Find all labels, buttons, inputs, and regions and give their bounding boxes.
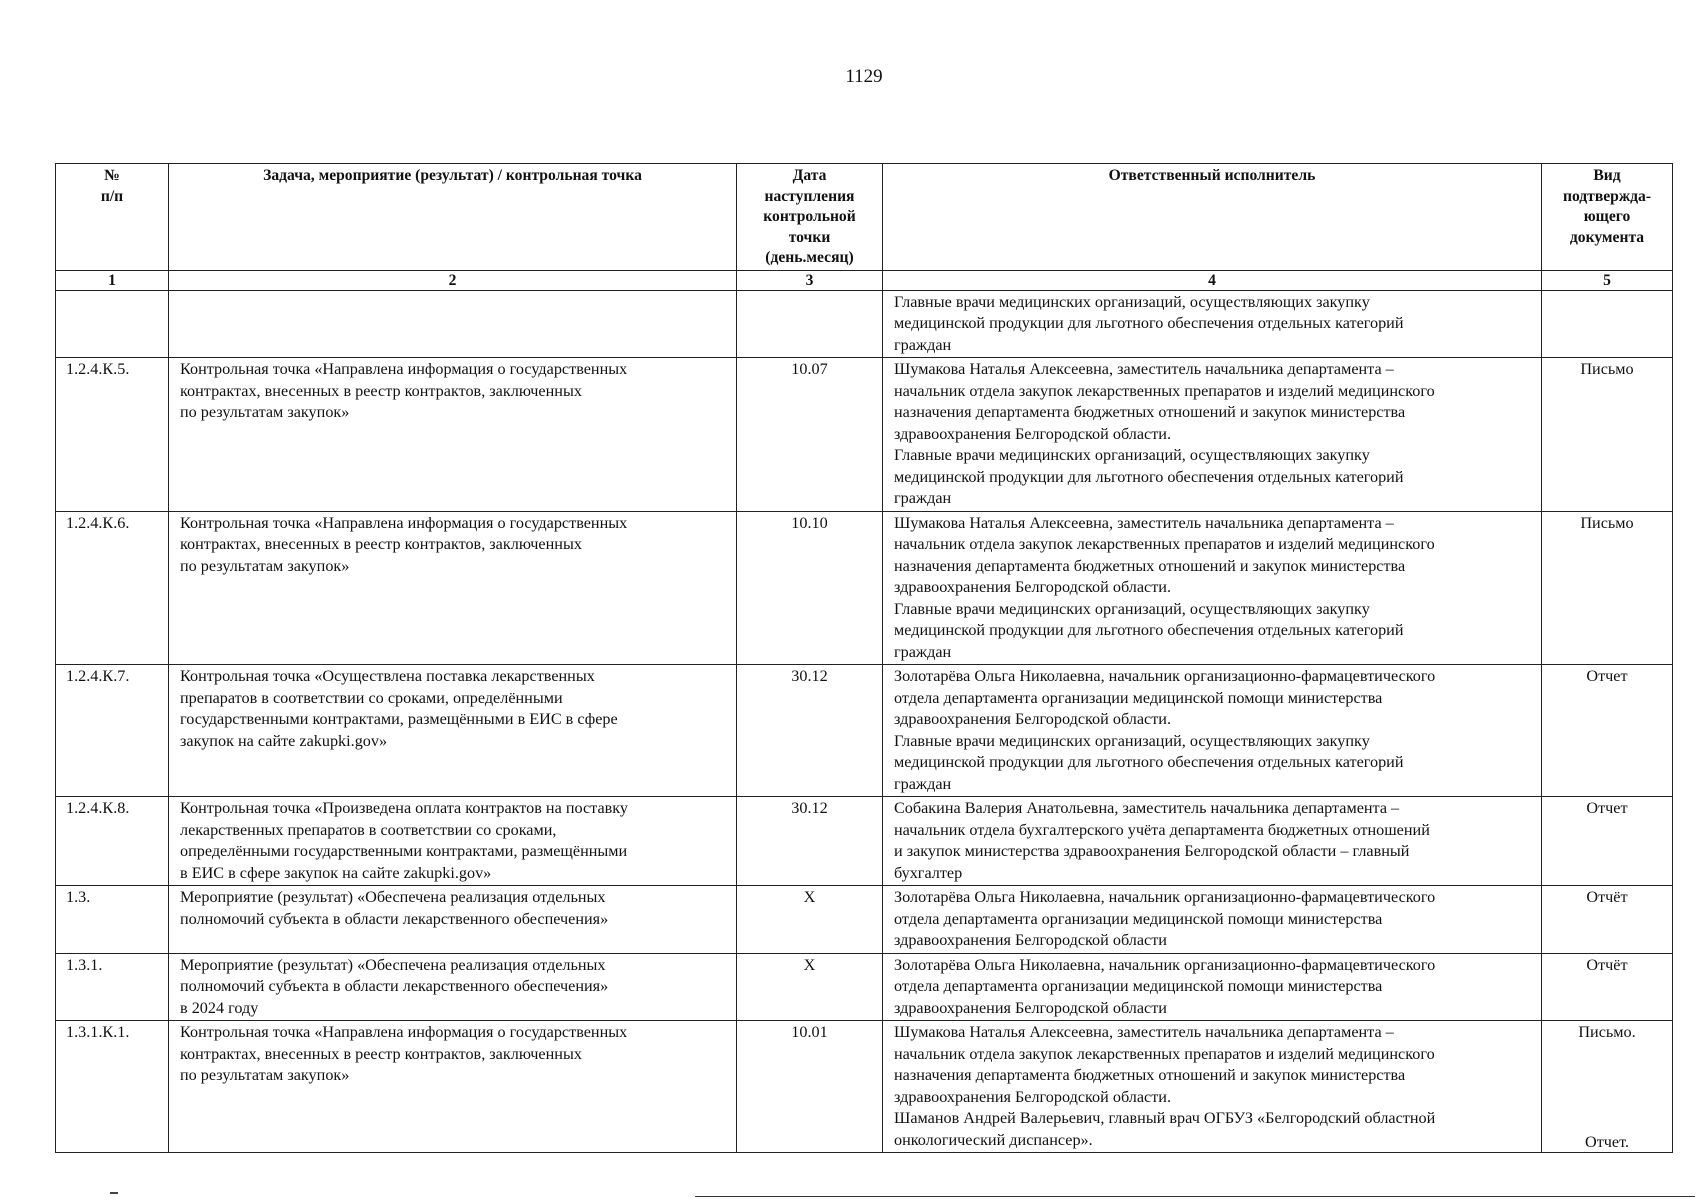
task-line: Контрольная точка «Произведена оплата контрактов на поставку [180, 799, 628, 818]
responsible-line: начальник отдела закупок лекарственных препаратов и изделий медицинского [894, 1044, 1435, 1063]
row-document-type: Письмо [1542, 511, 1673, 665]
task-line: определёнными государственными контрактами, размещёнными [180, 842, 628, 861]
row-document-type: Письмо [1542, 358, 1673, 512]
responsible-line: медицинской продукции для льготного обеспечения отдельных категорий [894, 753, 1404, 772]
task-line: закупок на сайте zakupki.gov» [180, 731, 388, 750]
row-number: 1.3. [56, 886, 169, 954]
task-line: контрактах, внесенных в реестр контрактов, заключенных [180, 1044, 582, 1063]
task-line: контрактах, внесенных в реестр контрактов, заключенных [180, 381, 582, 400]
scan-mark [110, 1192, 118, 1200]
responsible-line: здравоохранения Белгородской области [894, 998, 1167, 1017]
responsible-line: Главные врачи медицинских организаций, осуществляющих закупку [894, 292, 1370, 311]
responsible-line: Золотарёва Ольга Николаевна, начальник организационно-фармацевтического [894, 955, 1436, 974]
row-task [169, 797, 737, 886]
responsible-line: медицинской продукции для льготного обеспечения отдельных категорий [894, 621, 1404, 640]
row-task [169, 886, 737, 954]
row-responsible [883, 665, 1542, 797]
table-body [56, 290, 1673, 1153]
task-line: в ЕИС в сфере закупок на сайте zakupki.gov» [180, 863, 492, 882]
row-document-type: Отчёт [1542, 886, 1673, 954]
task-line: в 2024 году [180, 998, 259, 1017]
task-line: полномочий субъекта в области лекарственного обеспечения» [180, 909, 609, 928]
row-task [169, 1021, 737, 1153]
responsible-line: Золотарёва Ольга Николаевна, начальник организационно-фармацевтического [894, 888, 1436, 907]
row-date [737, 290, 883, 358]
document-type-primary: Письмо. [1578, 1023, 1636, 1042]
responsible-line: Золотарёва Ольга Николаевна, начальник организационно-фармацевтического [894, 667, 1436, 686]
row-number: 1.2.4.К.7. [56, 665, 169, 797]
header-date: Дата наступления контрольной точки (день.месяц) [737, 164, 883, 271]
row-task [169, 358, 737, 512]
row-date: 10.01 [737, 1021, 883, 1153]
responsible-line: Главные врачи медицинских организаций, осуществляющих закупку [894, 731, 1370, 750]
row-number [56, 290, 169, 358]
row-date: 30.12 [737, 665, 883, 797]
responsible-line: граждан [894, 642, 952, 661]
responsible-line: граждан [894, 489, 952, 508]
row-date: 10.07 [737, 358, 883, 512]
row-date: Х [737, 886, 883, 954]
task-line: государственными контрактами, размещёнными в ЕИС в сфере [180, 710, 618, 729]
header-task: Задача, мероприятие (результат) / контрольная точка [169, 164, 737, 271]
row-document-type: Отчет [1542, 797, 1673, 886]
header-document-type: Вид подтвержда- ющего документа [1542, 164, 1673, 271]
task-line: по результатам закупок» [180, 556, 350, 575]
task-line: Мероприятие (результат) «Обеспечена реализация отдельных [180, 955, 606, 974]
responsible-line: Собакина Валерия Анатольевна, заместитель начальника департамента – [894, 799, 1400, 818]
responsible-line: здравоохранения Белгородской области. [894, 710, 1172, 729]
task-line: препаратов в соответствии со сроками, определёнными [180, 688, 563, 707]
responsible-line: здравоохранения Белгородской области. [894, 424, 1172, 443]
task-line: лекарственных препаратов в соответствии со сроками, [180, 820, 557, 839]
column-number: 4 [883, 270, 1542, 290]
responsible-line: Главные врачи медицинских организаций, осуществляющих закупку [894, 446, 1370, 465]
responsible-line: Главные врачи медицинских организаций, осуществляющих закупку [894, 599, 1370, 618]
task-line: Мероприятие (результат) «Обеспечена реализация отдельных [180, 888, 606, 907]
table-header-row [56, 164, 1673, 271]
page-number: 1129 [845, 66, 883, 87]
row-task [169, 290, 737, 358]
responsible-line: начальник отдела закупок лекарственных препаратов и изделий медицинского [894, 535, 1435, 554]
table-row [56, 886, 1673, 954]
responsible-line: отдела департамента организации медицинской помощи министерства [894, 909, 1383, 928]
row-number: 1.3.1. [56, 953, 169, 1021]
task-line: по результатам закупок» [180, 403, 350, 422]
responsible-line: и закупок министерства здравоохранения Белгородской области – главный [894, 842, 1410, 861]
responsible-line: граждан [894, 335, 952, 354]
row-document-type [1542, 1021, 1673, 1153]
table-row [56, 290, 1673, 358]
responsible-line: назначения департамента бюджетных отношений и закупок министерства [894, 1066, 1406, 1085]
responsible-line: здравоохранения Белгородской области. [894, 578, 1172, 597]
task-line: Контрольная точка «Осуществлена поставка лекарственных [180, 667, 595, 686]
responsible-line: начальник отдела закупок лекарственных препаратов и изделий медицинского [894, 381, 1435, 400]
control-points-table [55, 163, 1673, 1153]
row-number: 1.2.4.К.8. [56, 797, 169, 886]
row-document-type: Отчёт [1542, 953, 1673, 1021]
column-number: 1 [56, 270, 169, 290]
row-date: 30.12 [737, 797, 883, 886]
responsible-line: здравоохранения Белгородской области. [894, 1087, 1172, 1106]
responsible-line: Шумакова Наталья Алексеевна, заместитель начальника департамента – [894, 360, 1394, 379]
responsible-line: медицинской продукции для льготного обеспечения отдельных категорий [894, 314, 1404, 333]
row-task [169, 953, 737, 1021]
row-number: 1.2.4.К.6. [56, 511, 169, 665]
task-line: по результатам закупок» [180, 1066, 350, 1085]
row-document-type [1542, 290, 1673, 358]
column-numbers-row [56, 270, 1673, 290]
document-type-secondary: Отчет. [1585, 1132, 1629, 1151]
responsible-line: Шумакова Наталья Алексеевна, заместитель начальника департамента – [894, 1023, 1394, 1042]
responsible-line: Шаманов Андрей Валерьевич, главный врач ОГБУЗ «Белгородский областной [894, 1109, 1436, 1128]
header-responsible: Ответственный исполнитель [883, 164, 1542, 271]
task-line: Контрольная точка «Направлена информация о государственных [180, 1023, 628, 1042]
row-responsible [883, 511, 1542, 665]
table-row [56, 1021, 1673, 1153]
table-row [56, 511, 1673, 665]
row-responsible [883, 290, 1542, 358]
column-number: 2 [169, 270, 737, 290]
row-responsible [883, 953, 1542, 1021]
header-number: № п/п [56, 164, 169, 271]
row-responsible [883, 358, 1542, 512]
row-number: 1.3.1.К.1. [56, 1021, 169, 1153]
table-row [56, 665, 1673, 797]
row-document-type: Отчет [1542, 665, 1673, 797]
row-responsible [883, 797, 1542, 886]
task-line: полномочий субъекта в области лекарственного обеспечения» [180, 977, 609, 996]
responsible-line: здравоохранения Белгородской области [894, 931, 1167, 950]
responsible-line: назначения департамента бюджетных отношений и закупок министерства [894, 556, 1406, 575]
responsible-line: начальник отдела бухгалтерского учёта департамента бюджетных отношений [894, 820, 1430, 839]
column-number: 3 [737, 270, 883, 290]
row-task [169, 511, 737, 665]
row-responsible [883, 1021, 1542, 1153]
task-line: Контрольная точка «Направлена информация о государственных [180, 513, 628, 532]
responsible-line: онкологический диспансер». [894, 1130, 1093, 1149]
responsible-line: отдела департамента организации медицинской помощи министерства [894, 977, 1383, 996]
table-row [56, 358, 1673, 512]
footer-rule [695, 1196, 1695, 1197]
table-row [56, 953, 1673, 1021]
row-number: 1.2.4.К.5. [56, 358, 169, 512]
row-date: Х [737, 953, 883, 1021]
task-line: контрактах, внесенных в реестр контрактов, заключенных [180, 535, 582, 554]
responsible-line: назначения департамента бюджетных отношений и закупок министерства [894, 403, 1406, 422]
row-task [169, 665, 737, 797]
table-row [56, 797, 1673, 886]
column-number: 5 [1542, 270, 1673, 290]
responsible-line: бухгалтер [894, 863, 963, 882]
responsible-line: медицинской продукции для льготного обеспечения отдельных категорий [894, 467, 1404, 486]
responsible-line: отдела департамента организации медицинской помощи министерства [894, 688, 1383, 707]
responsible-line: Шумакова Наталья Алексеевна, заместитель начальника департамента – [894, 513, 1394, 532]
row-date: 10.10 [737, 511, 883, 665]
row-responsible [883, 886, 1542, 954]
task-line: Контрольная точка «Направлена информация о государственных [180, 360, 628, 379]
responsible-line: граждан [894, 774, 952, 793]
